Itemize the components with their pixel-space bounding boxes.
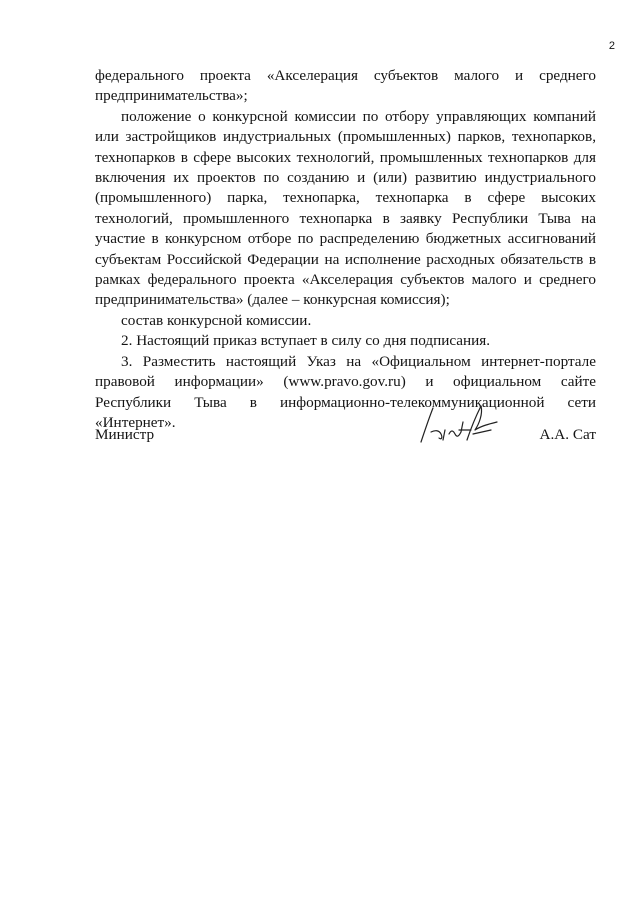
paragraph-commission-composition: состав конкурсной комиссии. [121, 311, 312, 329]
page-number: 2 [608, 40, 615, 52]
paragraph-effective-date: 2. Настоящий приказ вступает в силу со дня подписания. [121, 332, 491, 350]
signature-block [95, 420, 596, 460]
document-body [95, 66, 596, 433]
paragraph-publication: 3. Разместить настоящий Указ на «Официальном интернет-портале правовой информации» (www.pravo.gov.ru) и официальном сайте Республики Тыва в информационно-телекоммуникационной сети «Интернет». [95, 352, 596, 431]
signer-name: А.А. Сат [539, 426, 596, 443]
paragraph-commission-regulation: положение о конкурсной комиссии по отбору управляющих компаний или застройщиков индустриальных (промышленных) парков, технопарков, технопарков в сфере высоких технологий, промышленных технопарков для включения их проектов по созданию и (или) развитию индустриального (промышленного) парка, технопарка, технопарка в сфере высоких технологий, промышленного технопарка в заявку Республики Тыва на участие в конкурсном отборе по распределению бюджетных ассигнований субъектам Российской Федерации на исполнение расходных обязательств в рамках федерального проекта «Акселерация субъектов малого и среднего предпринимательства» (далее – конкурсная комиссия); [95, 107, 596, 309]
signer-title: Министр [95, 426, 155, 443]
paragraph-federal-project-continuation: федерального проекта «Акселерация субъектов малого и среднего предпринимательства»; [95, 67, 596, 105]
handwritten-signature [415, 400, 505, 450]
